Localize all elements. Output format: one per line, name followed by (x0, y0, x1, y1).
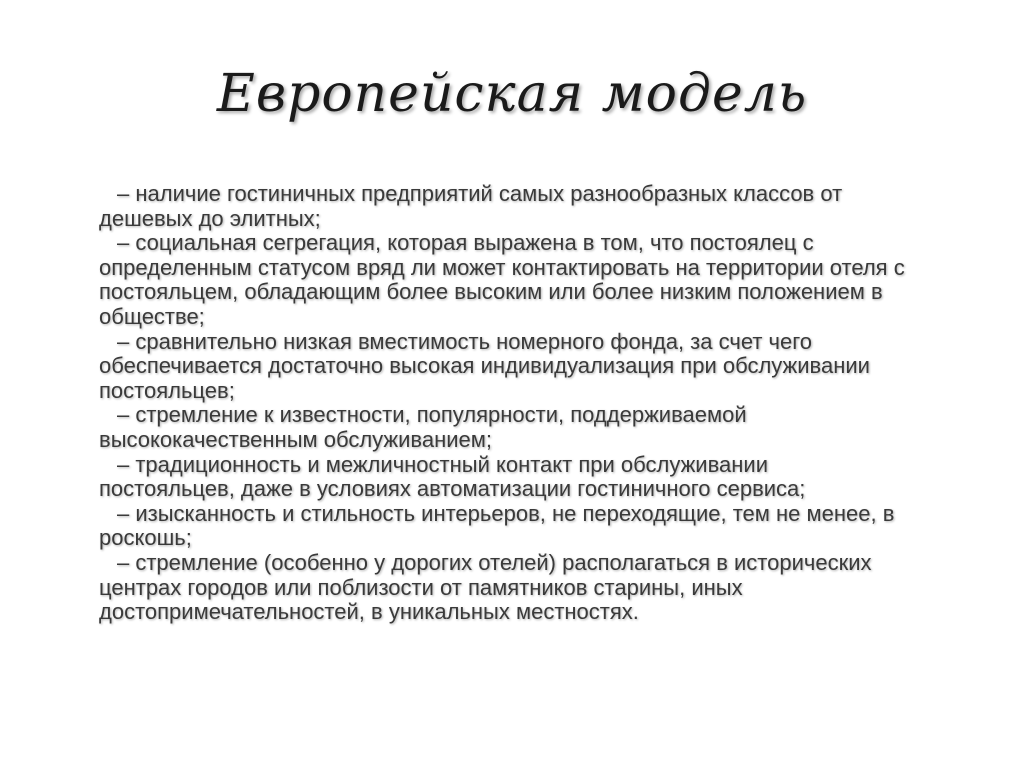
body-line: дешевых до элитных; (99, 205, 321, 231)
body-line: постояльцем, обладающим более высоким или более низким положением в (99, 279, 883, 305)
body-line: высококачественным обслуживанием; (99, 426, 493, 452)
body-line: достопримечательностей, в уникальных местностях. (99, 599, 639, 625)
body-line: обществе; (99, 303, 205, 329)
body-line: обеспечивается достаточно высокая индивидуализация при обслуживании (99, 353, 870, 379)
body-line: – стремление (особенно у дорогих отелей) располагаться в исторических (117, 549, 872, 575)
body-line: центрах городов или поблизости от памятников старины, иных (99, 574, 743, 600)
body-line: – изысканность и стильность интерьеров, не переходящие, тем не менее, в (117, 500, 895, 526)
body-line: – наличие гостиничных предприятий самых разнообразных классов от (117, 181, 843, 206)
slide-title: Европейская модель (216, 64, 808, 124)
body-line: определенным статусом вряд ли может контактировать на территории отеля с (99, 254, 905, 280)
body-line: постояльцев; (99, 377, 235, 403)
body-line: – сравнительно низкая вместимость номерного фонда, за счет чего (117, 328, 812, 354)
body-line: постояльцев, даже в условиях автоматизации гостиничного сервиса; (99, 476, 806, 502)
slide-body (99, 182, 959, 625)
body-line: – социальная сегрегация, которая выражена в том, что постоялец с (117, 230, 814, 256)
body-line: – стремление к известности, популярности, поддерживаемой (117, 402, 747, 428)
body-line: – традиционность и межличностный контакт при обслуживании (117, 451, 768, 477)
body-line: роскошь; (99, 525, 192, 551)
